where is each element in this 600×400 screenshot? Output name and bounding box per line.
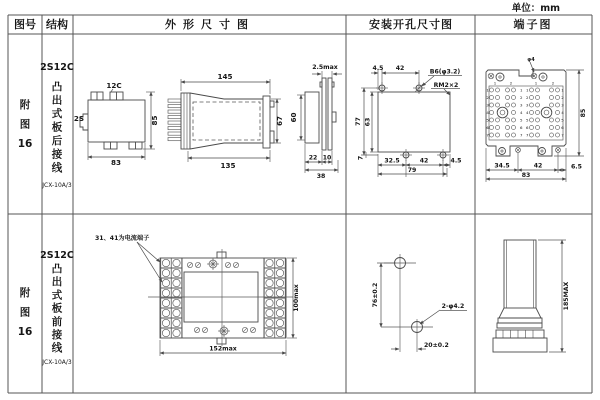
svg-text:附: 附: [19, 99, 31, 111]
dim-185max: 185MAX: [563, 281, 570, 311]
dim-76: 76±0.2: [372, 282, 379, 308]
row1-mounting-diagram: [355, 65, 462, 177]
svg-text:3: 3: [519, 102, 523, 108]
unit-label: 单位：mm: [511, 3, 560, 14]
svg-text:出: 出: [51, 94, 63, 107]
row2-mounting-diagram: [372, 254, 467, 352]
header-fig-no: 图号: [14, 18, 36, 31]
dim-83: 83: [110, 158, 122, 167]
svg-text:7: 7: [486, 132, 489, 138]
svg-text:3: 3: [486, 102, 489, 108]
row2-cover-side-view: [493, 240, 570, 352]
svg-text:4: 4: [525, 110, 529, 116]
svg-text:3: 3: [525, 102, 529, 108]
row2-front-wiring-view: [95, 234, 300, 356]
row1-outline-edge-view: [289, 64, 342, 180]
mounting-holes: [376, 82, 449, 161]
dim-42-bottom: 42: [419, 157, 429, 165]
svg-text:4: 4: [561, 110, 564, 115]
col-label-1b: 1: [534, 80, 538, 86]
svg-text:图: 图: [19, 118, 31, 131]
row1-outline-side-view: [168, 72, 284, 170]
table-grid: [8, 15, 592, 393]
board-terminals: [161, 258, 285, 338]
dim-145: 145: [217, 72, 233, 81]
svg-text:2: 2: [519, 95, 523, 101]
dim-2-5max: 2.5max: [312, 64, 338, 71]
svg-text:凸: 凸: [51, 81, 63, 93]
dim-4-5-bottom: 4.5: [450, 157, 462, 165]
svg-text:6: 6: [519, 125, 523, 131]
row2-structure-type: [51, 262, 63, 354]
dim-38: 38: [316, 173, 326, 180]
svg-text:7: 7: [561, 132, 564, 138]
dim-77: 77: [355, 117, 362, 126]
dim-6-5: 6.5: [571, 163, 582, 171]
label-b6-hole: B6(φ3.2): [429, 68, 461, 76]
dim-63: 63: [364, 117, 372, 127]
row1-model: 2S12C: [40, 62, 74, 73]
dim-2s: 2S: [73, 114, 85, 123]
svg-text:7: 7: [525, 132, 529, 138]
dim-100max: 100max: [293, 284, 300, 312]
col-label-1a: 1: [493, 80, 497, 86]
svg-text:5: 5: [561, 117, 564, 123]
svg-text:式: 式: [51, 108, 63, 120]
svg-text:6: 6: [486, 125, 489, 130]
row1-outline-front-view: [74, 81, 159, 167]
svg-text:5: 5: [519, 117, 523, 123]
svg-text:16: 16: [17, 326, 33, 338]
row2-relay-model: JCX-10A/3: [42, 359, 72, 366]
svg-text:7: 7: [519, 132, 523, 138]
svg-text:4: 4: [486, 110, 489, 115]
row2-fig-no: [18, 286, 33, 338]
dim-42-top: 42: [395, 65, 405, 72]
note-current-terminals: 31、41为电流端子: [95, 235, 150, 242]
svg-text:接: 接: [51, 329, 63, 341]
row1-terminal-diagram: [486, 57, 587, 182]
svg-text:出: 出: [51, 276, 63, 289]
svg-text:后: 后: [51, 135, 63, 147]
svg-text:板: 板: [51, 302, 63, 315]
row1-fig-no: [18, 98, 33, 150]
svg-text:板: 板: [51, 121, 63, 134]
svg-text:线: 线: [51, 162, 63, 174]
col-label-2a: 2: [509, 80, 513, 86]
svg-text:前: 前: [51, 315, 63, 328]
header-mounting: 安装开孔尺寸图: [369, 18, 453, 31]
label-rm2-thread: RM2×2: [433, 82, 459, 89]
dim-85-terminal: 85: [580, 108, 587, 118]
dim-60: 60: [289, 112, 298, 123]
svg-text:2: 2: [486, 95, 489, 100]
svg-text:6: 6: [525, 125, 529, 131]
svg-text:5: 5: [525, 117, 529, 123]
svg-text:16: 16: [17, 138, 33, 150]
dim-10: 10: [322, 154, 332, 162]
dim-12c: 12C: [106, 81, 122, 90]
svg-text:图: 图: [19, 306, 31, 319]
svg-text:2: 2: [561, 95, 564, 100]
row1-relay-model: JCX-10A/3: [42, 182, 72, 189]
terminal-hole-grid: [486, 88, 564, 138]
svg-text:4: 4: [519, 110, 523, 116]
row1-structure-type: [51, 80, 63, 174]
dim-135: 135: [220, 161, 236, 170]
dim-20: 20±0.2: [424, 342, 449, 349]
svg-text:接: 接: [51, 148, 63, 161]
dim-67: 67: [275, 115, 284, 127]
svg-text:6: 6: [561, 125, 564, 130]
svg-text:3: 3: [561, 102, 564, 108]
dim-83-terminal: 83: [521, 172, 531, 179]
header-outline: 外形尺寸图: [165, 18, 255, 31]
label-2-phi42: 2-φ4.2: [441, 303, 465, 310]
dim-7: 7: [357, 155, 365, 161]
dim-152max: 152max: [209, 345, 237, 353]
svg-text:5: 5: [486, 117, 489, 123]
dim-phi4: φ4: [527, 57, 535, 63]
svg-text:1: 1: [519, 87, 523, 93]
svg-text:1: 1: [525, 87, 529, 93]
svg-text:附: 附: [19, 287, 31, 299]
header-terminal: 端子图: [513, 18, 553, 31]
base-hatch-ticks: [503, 330, 533, 338]
svg-text:2: 2: [525, 95, 529, 101]
dim-85: 85: [150, 115, 159, 126]
terminal-pins: [168, 99, 181, 141]
dim-79: 79: [407, 167, 417, 174]
dim-34-5: 34.5: [494, 162, 510, 170]
col-label-2b: 2: [551, 80, 555, 86]
svg-text:凸: 凸: [51, 263, 63, 275]
svg-text:1: 1: [561, 87, 564, 93]
dim-42-terminal: 42: [533, 162, 543, 170]
dim-22: 22: [308, 154, 318, 162]
svg-text:线: 线: [51, 342, 63, 355]
row2-model: 2S12C: [40, 250, 74, 261]
svg-text:1: 1: [486, 87, 489, 93]
header-structure: 结构: [46, 18, 68, 31]
dim-4-5-top: 4.5: [372, 65, 384, 72]
dim-32-5: 32.5: [384, 157, 400, 165]
svg-text:式: 式: [51, 289, 63, 302]
table-header: [14, 17, 553, 31]
